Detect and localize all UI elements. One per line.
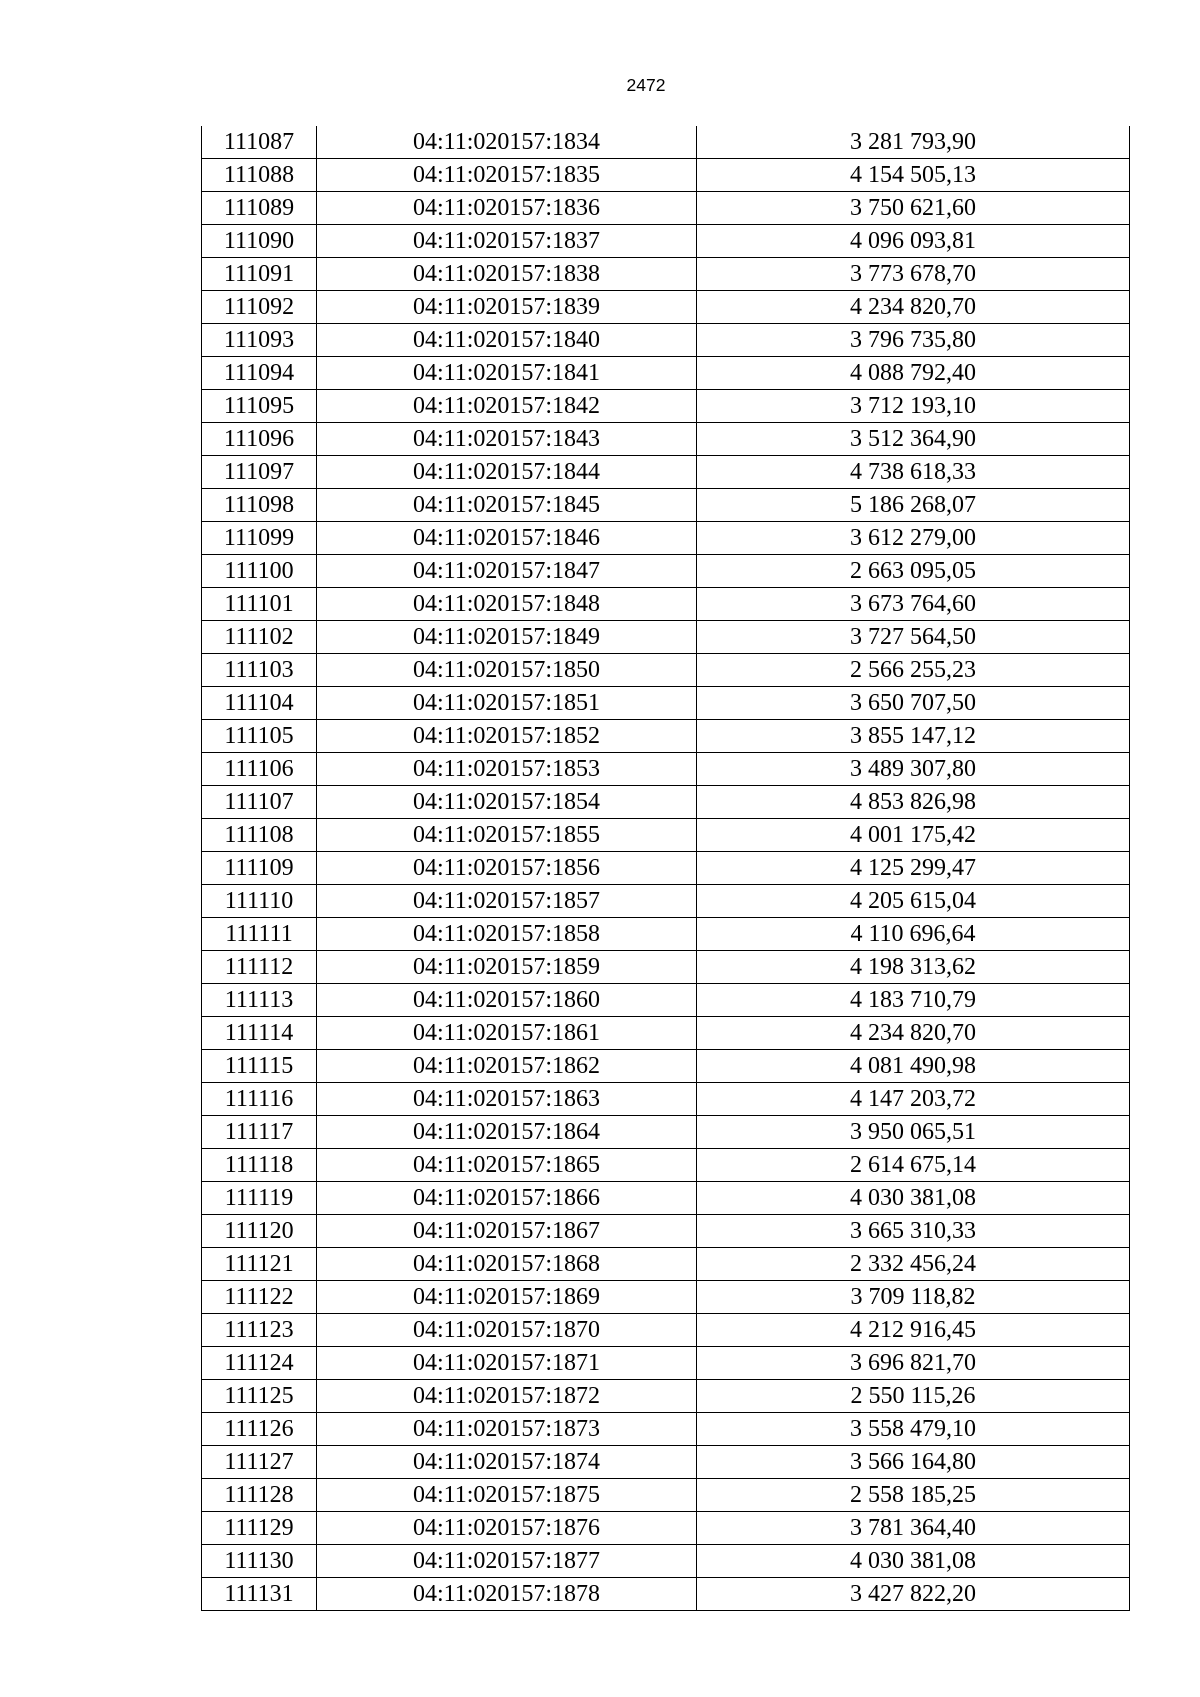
cell-number: 111121 <box>202 1248 317 1281</box>
table-row <box>202 324 1130 357</box>
cell-cadastral-number: 04:11:020157:1877 <box>317 1545 697 1578</box>
cell-cadastral-number: 04:11:020157:1860 <box>317 984 697 1017</box>
cell-cadastral-number: 04:11:020157:1837 <box>317 225 697 258</box>
cell-cadastral-number: 04:11:020157:1844 <box>317 456 697 489</box>
cell-number: 111122 <box>202 1281 317 1314</box>
table-row <box>202 753 1130 786</box>
cell-number: 111098 <box>202 489 317 522</box>
cell-cadastral-number: 04:11:020157:1869 <box>317 1281 697 1314</box>
table-row <box>202 1248 1130 1281</box>
cell-number: 111102 <box>202 621 317 654</box>
table-row <box>202 126 1130 159</box>
table-row <box>202 423 1130 456</box>
cell-value: 4 030 381,08 <box>697 1545 1130 1578</box>
cell-cadastral-number: 04:11:020157:1874 <box>317 1446 697 1479</box>
cell-cadastral-number: 04:11:020157:1862 <box>317 1050 697 1083</box>
cell-number: 111113 <box>202 984 317 1017</box>
table-row <box>202 951 1130 984</box>
cell-cadastral-number: 04:11:020157:1861 <box>317 1017 697 1050</box>
cell-cadastral-number: 04:11:020157:1842 <box>317 390 697 423</box>
page-number: 2472 <box>626 75 666 95</box>
cell-number: 111105 <box>202 720 317 753</box>
table-row <box>202 1281 1130 1314</box>
cell-value: 4 738 618,33 <box>697 456 1130 489</box>
cell-cadastral-number: 04:11:020157:1873 <box>317 1413 697 1446</box>
cell-cadastral-number: 04:11:020157:1839 <box>317 291 697 324</box>
cell-value: 4 234 820,70 <box>697 291 1130 324</box>
table-row <box>202 291 1130 324</box>
cell-number: 111112 <box>202 951 317 984</box>
cell-value: 4 205 615,04 <box>697 885 1130 918</box>
cell-value: 4 096 093,81 <box>697 225 1130 258</box>
cell-number: 111118 <box>202 1149 317 1182</box>
cell-value: 4 198 313,62 <box>697 951 1130 984</box>
table-row <box>202 1017 1130 1050</box>
cell-cadastral-number: 04:11:020157:1835 <box>317 159 697 192</box>
cell-number: 111111 <box>202 918 317 951</box>
cell-value: 4 212 916,45 <box>697 1314 1130 1347</box>
cell-value: 4 183 710,79 <box>697 984 1130 1017</box>
cell-number: 111106 <box>202 753 317 786</box>
cell-cadastral-number: 04:11:020157:1846 <box>317 522 697 555</box>
cell-cadastral-number: 04:11:020157:1854 <box>317 786 697 819</box>
cell-number: 111094 <box>202 357 317 390</box>
cell-value: 2 332 456,24 <box>697 1248 1130 1281</box>
cell-cadastral-number: 04:11:020157:1875 <box>317 1479 697 1512</box>
cell-number: 111128 <box>202 1479 317 1512</box>
cell-cadastral-number: 04:11:020157:1851 <box>317 687 697 720</box>
table-row <box>202 720 1130 753</box>
cell-value: 3 712 193,10 <box>697 390 1130 423</box>
cell-number: 111099 <box>202 522 317 555</box>
cell-number: 111116 <box>202 1083 317 1116</box>
cell-cadastral-number: 04:11:020157:1855 <box>317 819 697 852</box>
cell-value: 3 673 764,60 <box>697 588 1130 621</box>
cell-value: 2 614 675,14 <box>697 1149 1130 1182</box>
cell-number: 111117 <box>202 1116 317 1149</box>
cell-number: 111123 <box>202 1314 317 1347</box>
cell-value: 5 186 268,07 <box>697 489 1130 522</box>
cell-cadastral-number: 04:11:020157:1878 <box>317 1578 697 1611</box>
cell-number: 111120 <box>202 1215 317 1248</box>
cell-value: 3 558 479,10 <box>697 1413 1130 1446</box>
cell-cadastral-number: 04:11:020157:1848 <box>317 588 697 621</box>
table-row <box>202 258 1130 291</box>
cell-cadastral-number: 04:11:020157:1840 <box>317 324 697 357</box>
table-row <box>202 1347 1130 1380</box>
cell-value: 4 088 792,40 <box>697 357 1130 390</box>
cell-number: 111101 <box>202 588 317 621</box>
table-row <box>202 390 1130 423</box>
table-row <box>202 1050 1130 1083</box>
cell-number: 111100 <box>202 555 317 588</box>
table-row <box>202 918 1130 951</box>
cell-value: 3 750 621,60 <box>697 192 1130 225</box>
cell-value: 3 665 310,33 <box>697 1215 1130 1248</box>
cell-value: 2 558 185,25 <box>697 1479 1130 1512</box>
table-row <box>202 1578 1130 1611</box>
cell-cadastral-number: 04:11:020157:1871 <box>317 1347 697 1380</box>
cell-number: 111090 <box>202 225 317 258</box>
cell-value: 3 950 065,51 <box>697 1116 1130 1149</box>
cell-value: 3 427 822,20 <box>697 1578 1130 1611</box>
cell-number: 111104 <box>202 687 317 720</box>
table-row <box>202 852 1130 885</box>
cell-value: 4 234 820,70 <box>697 1017 1130 1050</box>
cell-value: 3 281 793,90 <box>697 126 1130 159</box>
cell-cadastral-number: 04:11:020157:1838 <box>317 258 697 291</box>
cell-value: 3 489 307,80 <box>697 753 1130 786</box>
cell-number: 111108 <box>202 819 317 852</box>
cell-cadastral-number: 04:11:020157:1850 <box>317 654 697 687</box>
cell-value: 2 550 115,26 <box>697 1380 1130 1413</box>
cell-number: 111109 <box>202 852 317 885</box>
table-row <box>202 1413 1130 1446</box>
cell-cadastral-number: 04:11:020157:1853 <box>317 753 697 786</box>
cell-number: 111096 <box>202 423 317 456</box>
cell-cadastral-number: 04:11:020157:1843 <box>317 423 697 456</box>
cell-cadastral-number: 04:11:020157:1859 <box>317 951 697 984</box>
table-row <box>202 621 1130 654</box>
cell-number: 111114 <box>202 1017 317 1050</box>
cell-number: 111126 <box>202 1413 317 1446</box>
cell-number: 111092 <box>202 291 317 324</box>
table-row <box>202 225 1130 258</box>
cell-cadastral-number: 04:11:020157:1845 <box>317 489 697 522</box>
cell-value: 4 125 299,47 <box>697 852 1130 885</box>
cell-number: 111124 <box>202 1347 317 1380</box>
table-row <box>202 588 1130 621</box>
data-table <box>201 126 1130 1611</box>
table-row <box>202 159 1130 192</box>
cell-value: 3 773 678,70 <box>697 258 1130 291</box>
table-row <box>202 1215 1130 1248</box>
cell-number: 111089 <box>202 192 317 225</box>
cell-cadastral-number: 04:11:020157:1866 <box>317 1182 697 1215</box>
cell-value: 4 110 696,64 <box>697 918 1130 951</box>
cell-value: 4 081 490,98 <box>697 1050 1130 1083</box>
cell-number: 111097 <box>202 456 317 489</box>
table-row <box>202 555 1130 588</box>
cell-cadastral-number: 04:11:020157:1858 <box>317 918 697 951</box>
cell-number: 111127 <box>202 1446 317 1479</box>
cell-cadastral-number: 04:11:020157:1864 <box>317 1116 697 1149</box>
cell-number: 111103 <box>202 654 317 687</box>
cell-value: 3 727 564,50 <box>697 621 1130 654</box>
cell-number: 111093 <box>202 324 317 357</box>
cell-number: 111125 <box>202 1380 317 1413</box>
table-row <box>202 1182 1130 1215</box>
cell-cadastral-number: 04:11:020157:1849 <box>317 621 697 654</box>
cell-cadastral-number: 04:11:020157:1857 <box>317 885 697 918</box>
cell-number: 111088 <box>202 159 317 192</box>
cell-cadastral-number: 04:11:020157:1876 <box>317 1512 697 1545</box>
table-row <box>202 192 1130 225</box>
cell-cadastral-number: 04:11:020157:1868 <box>317 1248 697 1281</box>
table-body <box>202 126 1130 1611</box>
cell-value: 3 709 118,82 <box>697 1281 1130 1314</box>
cell-cadastral-number: 04:11:020157:1865 <box>317 1149 697 1182</box>
cell-cadastral-number: 04:11:020157:1836 <box>317 192 697 225</box>
cell-value: 3 512 364,90 <box>697 423 1130 456</box>
cell-number: 111129 <box>202 1512 317 1545</box>
table-row <box>202 1380 1130 1413</box>
cell-number: 111091 <box>202 258 317 291</box>
cell-value: 3 612 279,00 <box>697 522 1130 555</box>
table-row <box>202 1446 1130 1479</box>
cell-value: 3 696 821,70 <box>697 1347 1130 1380</box>
table-row <box>202 687 1130 720</box>
cell-cadastral-number: 04:11:020157:1870 <box>317 1314 697 1347</box>
table-row <box>202 357 1130 390</box>
table-row <box>202 489 1130 522</box>
cell-cadastral-number: 04:11:020157:1847 <box>317 555 697 588</box>
cell-cadastral-number: 04:11:020157:1856 <box>317 852 697 885</box>
table-row <box>202 885 1130 918</box>
cell-value: 4 154 505,13 <box>697 159 1130 192</box>
cell-cadastral-number: 04:11:020157:1834 <box>317 126 697 159</box>
cell-number: 111115 <box>202 1050 317 1083</box>
cell-number: 111119 <box>202 1182 317 1215</box>
cell-value: 4 853 826,98 <box>697 786 1130 819</box>
table-row <box>202 1545 1130 1578</box>
cell-cadastral-number: 04:11:020157:1872 <box>317 1380 697 1413</box>
table-row <box>202 1083 1130 1116</box>
table-row <box>202 1314 1130 1347</box>
cell-number: 111087 <box>202 126 317 159</box>
cell-value: 3 781 364,40 <box>697 1512 1130 1545</box>
table-row <box>202 1149 1130 1182</box>
table-row <box>202 1116 1130 1149</box>
cell-number: 111107 <box>202 786 317 819</box>
cell-value: 3 796 735,80 <box>697 324 1130 357</box>
cell-value: 3 650 707,50 <box>697 687 1130 720</box>
cell-value: 2 663 095,05 <box>697 555 1130 588</box>
cell-value: 2 566 255,23 <box>697 654 1130 687</box>
cell-value: 4 001 175,42 <box>697 819 1130 852</box>
cell-number: 111110 <box>202 885 317 918</box>
table-row <box>202 819 1130 852</box>
table-row <box>202 456 1130 489</box>
cell-value: 4 147 203,72 <box>697 1083 1130 1116</box>
table-row <box>202 984 1130 1017</box>
cell-number: 111131 <box>202 1578 317 1611</box>
table-row <box>202 654 1130 687</box>
table-row <box>202 522 1130 555</box>
table-row <box>202 1479 1130 1512</box>
cell-value: 4 030 381,08 <box>697 1182 1130 1215</box>
cell-cadastral-number: 04:11:020157:1852 <box>317 720 697 753</box>
cell-number: 111095 <box>202 390 317 423</box>
cell-cadastral-number: 04:11:020157:1841 <box>317 357 697 390</box>
cell-value: 3 855 147,12 <box>697 720 1130 753</box>
cell-value: 3 566 164,80 <box>697 1446 1130 1479</box>
cell-cadastral-number: 04:11:020157:1863 <box>317 1083 697 1116</box>
cell-cadastral-number: 04:11:020157:1867 <box>317 1215 697 1248</box>
cell-number: 111130 <box>202 1545 317 1578</box>
table-row <box>202 1512 1130 1545</box>
table-row <box>202 786 1130 819</box>
